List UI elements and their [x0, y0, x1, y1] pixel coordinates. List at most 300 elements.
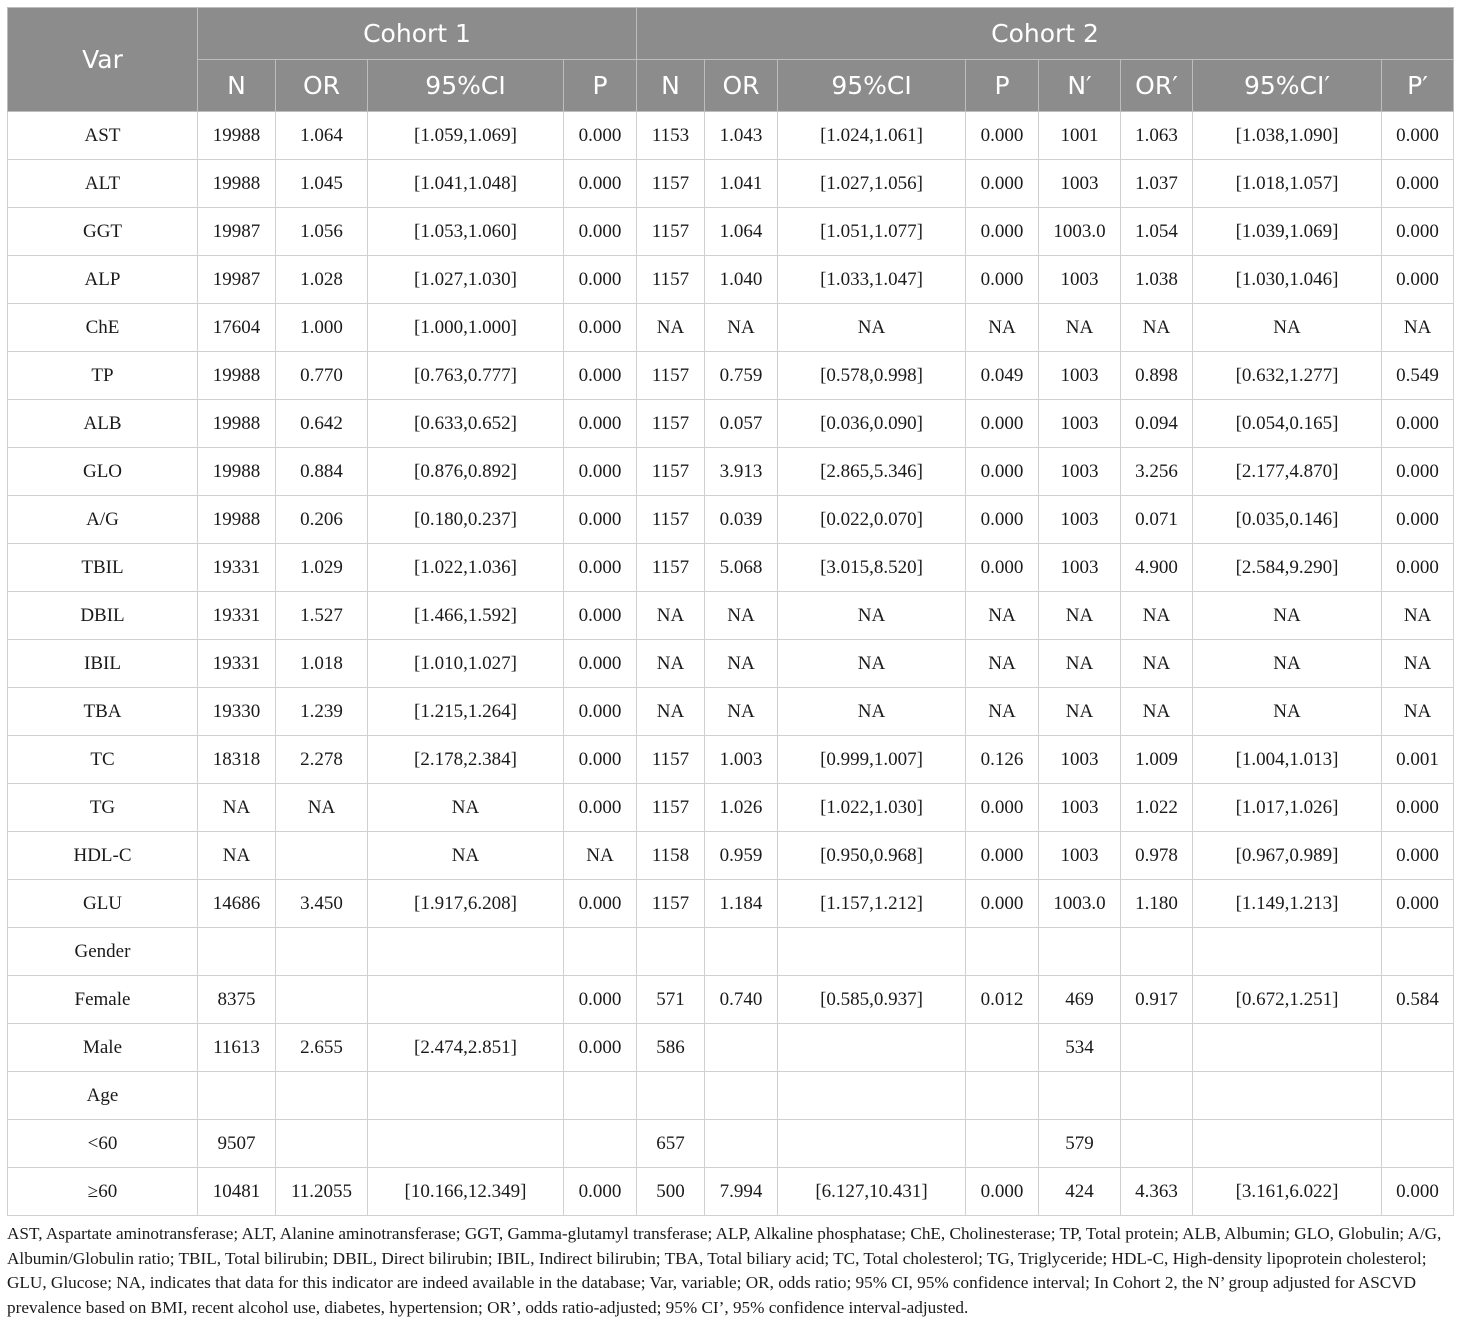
- table-cell: 1.026: [705, 784, 778, 832]
- table-cell: NA: [1382, 688, 1454, 736]
- table-cell: [0.633,0.652]: [368, 400, 564, 448]
- table-cell: 1003: [1039, 448, 1121, 496]
- table-cell: NA: [705, 688, 778, 736]
- table-cell: NA: [705, 592, 778, 640]
- table-cell: 0.001: [1382, 736, 1454, 784]
- table-cell: 19987: [198, 256, 276, 304]
- table-cell: 1001: [1039, 112, 1121, 160]
- table-cell: 0.000: [564, 160, 637, 208]
- table-cell: 1003: [1039, 160, 1121, 208]
- table-cell: [368, 976, 564, 1024]
- table-cell: [1.157,1.212]: [778, 880, 966, 928]
- table-cell: [0.672,1.251]: [1193, 976, 1382, 1024]
- table-row: [8, 112, 1454, 160]
- table-cell: 1.184: [705, 880, 778, 928]
- table-cell: 0.000: [966, 400, 1039, 448]
- table-cell: 19330: [198, 688, 276, 736]
- table-row: [8, 304, 1454, 352]
- table-cell: 8375: [198, 976, 276, 1024]
- table-cell: 1157: [637, 736, 705, 784]
- row-label: TC: [8, 736, 198, 784]
- table-row: [8, 736, 1454, 784]
- table-cell: [1.018,1.057]: [1193, 160, 1382, 208]
- table-cell: 579: [1039, 1120, 1121, 1168]
- table-cell: 0.000: [1382, 112, 1454, 160]
- table-cell: 0.000: [564, 352, 637, 400]
- table-row: [8, 160, 1454, 208]
- table-cell: 0.000: [564, 496, 637, 544]
- table-cell: 19331: [198, 544, 276, 592]
- table-cell: NA: [564, 832, 637, 880]
- table-cell: 0.000: [1382, 208, 1454, 256]
- table-cell: 0.759: [705, 352, 778, 400]
- table-cell: [1.027,1.056]: [778, 160, 966, 208]
- table-cell: NA: [198, 784, 276, 832]
- table-cell: 0.000: [966, 448, 1039, 496]
- table-cell: 1.043: [705, 112, 778, 160]
- table-row: [8, 448, 1454, 496]
- table-cell: 0.000: [1382, 544, 1454, 592]
- table-cell: 0.000: [1382, 160, 1454, 208]
- table-cell: [0.585,0.937]: [778, 976, 966, 1024]
- table-cell: 19988: [198, 448, 276, 496]
- table-cell: 0.000: [1382, 448, 1454, 496]
- table-cell: 0.012: [966, 976, 1039, 1024]
- table-cell: 1.018: [276, 640, 368, 688]
- table-cell: [1121, 1072, 1193, 1120]
- table-cell: NA: [1039, 592, 1121, 640]
- table-cell: [705, 928, 778, 976]
- table-cell: 0.000: [564, 640, 637, 688]
- table-cell: 0.000: [564, 880, 637, 928]
- table-cell: [1039, 1072, 1121, 1120]
- table-cell: 19988: [198, 400, 276, 448]
- table-cell: NA: [637, 304, 705, 352]
- table-row: [8, 640, 1454, 688]
- table-cell: [0.632,1.277]: [1193, 352, 1382, 400]
- table-cell: [368, 928, 564, 976]
- table-cell: [1.051,1.077]: [778, 208, 966, 256]
- table-cell: 0.584: [1382, 976, 1454, 1024]
- table-cell: 0.978: [1121, 832, 1193, 880]
- table-cell: NA: [778, 640, 966, 688]
- table-cell: [1.010,1.027]: [368, 640, 564, 688]
- table-cell: [276, 832, 368, 880]
- table-cell: [0.578,0.998]: [778, 352, 966, 400]
- row-label: ALT: [8, 160, 198, 208]
- table-cell: 0.000: [1382, 496, 1454, 544]
- table-cell: [1382, 1120, 1454, 1168]
- table-cell: 586: [637, 1024, 705, 1072]
- table-cell: 19987: [198, 208, 276, 256]
- table-cell: 0.000: [564, 544, 637, 592]
- table-cell: 0.000: [564, 112, 637, 160]
- table-cell: NA: [778, 688, 966, 736]
- table-cell: 0.000: [966, 544, 1039, 592]
- table-cell: [1.917,6.208]: [368, 880, 564, 928]
- table-cell: [1193, 928, 1382, 976]
- table-cell: 1.041: [705, 160, 778, 208]
- table-cell: 0.884: [276, 448, 368, 496]
- table-cell: 0.917: [1121, 976, 1193, 1024]
- table-cell: 500: [637, 1168, 705, 1216]
- table-cell: 0.000: [966, 832, 1039, 880]
- table-cell: NA: [637, 688, 705, 736]
- table-cell: 7.994: [705, 1168, 778, 1216]
- table-cell: NA: [1121, 592, 1193, 640]
- table-cell: 19988: [198, 352, 276, 400]
- table-cell: 0.057: [705, 400, 778, 448]
- table-cell: 0.000: [966, 784, 1039, 832]
- table-cell: 1003: [1039, 832, 1121, 880]
- table-cell: [1039, 928, 1121, 976]
- table-cell: [778, 1120, 966, 1168]
- table-cell: NA: [966, 688, 1039, 736]
- table-row: [8, 1168, 1454, 1216]
- table-cell: 1157: [637, 784, 705, 832]
- table-cell: [276, 1072, 368, 1120]
- table-cell: 0.000: [564, 304, 637, 352]
- table-cell: [1193, 1024, 1382, 1072]
- table-cell: 1003: [1039, 352, 1121, 400]
- table-cell: NA: [705, 304, 778, 352]
- table-cell: [637, 1072, 705, 1120]
- table-cell: 18318: [198, 736, 276, 784]
- table-cell: 0.000: [564, 448, 637, 496]
- table-cell: 0.000: [966, 1168, 1039, 1216]
- row-label: GLU: [8, 880, 198, 928]
- table-cell: NA: [198, 832, 276, 880]
- table-cell: 0.000: [564, 736, 637, 784]
- table-cell: [705, 1120, 778, 1168]
- cohort-2-header: Cohort 2: [637, 8, 1454, 60]
- table-cell: 1.038: [1121, 256, 1193, 304]
- table-cell: 0.740: [705, 976, 778, 1024]
- table-cell: 0.000: [564, 1024, 637, 1072]
- table-cell: [0.036,0.090]: [778, 400, 966, 448]
- table-cell: 0.049: [966, 352, 1039, 400]
- table-cell: [1.041,1.048]: [368, 160, 564, 208]
- column-header: P: [564, 60, 637, 112]
- table-cell: 0.000: [564, 688, 637, 736]
- table-cell: 0.000: [564, 1168, 637, 1216]
- table-cell: [276, 928, 368, 976]
- row-label: TBIL: [8, 544, 198, 592]
- column-header: OR: [705, 60, 778, 112]
- table-cell: 1.028: [276, 256, 368, 304]
- table-cell: 1003: [1039, 400, 1121, 448]
- table-cell: 0.000: [1382, 256, 1454, 304]
- table-cell: 0.549: [1382, 352, 1454, 400]
- table-cell: [637, 928, 705, 976]
- table-cell: 1.064: [276, 112, 368, 160]
- table-cell: [10.166,12.349]: [368, 1168, 564, 1216]
- table-cell: 1003: [1039, 736, 1121, 784]
- row-label: TG: [8, 784, 198, 832]
- table-cell: NA: [1039, 304, 1121, 352]
- table-cell: [0.950,0.968]: [778, 832, 966, 880]
- table-cell: [1.000,1.000]: [368, 304, 564, 352]
- row-label: AST: [8, 112, 198, 160]
- table-cell: [966, 1120, 1039, 1168]
- table-cell: 5.068: [705, 544, 778, 592]
- table-cell: [1.022,1.036]: [368, 544, 564, 592]
- row-label: TP: [8, 352, 198, 400]
- cohort-1-header: Cohort 1: [198, 8, 637, 60]
- table-cell: 1003: [1039, 784, 1121, 832]
- table-cell: [1.027,1.030]: [368, 256, 564, 304]
- table-cell: [966, 928, 1039, 976]
- table-cell: 0.126: [966, 736, 1039, 784]
- table-cell: 0.000: [1382, 880, 1454, 928]
- table-cell: 1003: [1039, 496, 1121, 544]
- column-header: OR: [276, 60, 368, 112]
- table-cell: 1153: [637, 112, 705, 160]
- table-cell: 571: [637, 976, 705, 1024]
- var-header: Var: [8, 8, 198, 112]
- table-cell: NA: [1039, 640, 1121, 688]
- table-cell: [1.017,1.026]: [1193, 784, 1382, 832]
- table-row: [8, 1024, 1454, 1072]
- table-cell: 0.000: [966, 112, 1039, 160]
- table-cell: 469: [1039, 976, 1121, 1024]
- table-cell: 19988: [198, 160, 276, 208]
- table-row: [8, 400, 1454, 448]
- table-cell: 1.180: [1121, 880, 1193, 928]
- table-cell: 0.642: [276, 400, 368, 448]
- column-header: N′: [1039, 60, 1121, 112]
- table-cell: 1.029: [276, 544, 368, 592]
- table-cell: [0.022,0.070]: [778, 496, 966, 544]
- table-cell: NA: [1039, 688, 1121, 736]
- column-header: 95%CI: [778, 60, 966, 112]
- column-header: P: [966, 60, 1039, 112]
- table-cell: 1.000: [276, 304, 368, 352]
- table-cell: 1.037: [1121, 160, 1193, 208]
- table-cell: NA: [1193, 640, 1382, 688]
- row-label: Gender: [8, 928, 198, 976]
- table-cell: 1157: [637, 160, 705, 208]
- table-cell: 1.064: [705, 208, 778, 256]
- table-cell: 14686: [198, 880, 276, 928]
- table-cell: NA: [276, 784, 368, 832]
- table-cell: NA: [966, 304, 1039, 352]
- table-cell: 0.000: [966, 160, 1039, 208]
- table-cell: 0.000: [564, 784, 637, 832]
- table-cell: [1.059,1.069]: [368, 112, 564, 160]
- table-cell: 1.054: [1121, 208, 1193, 256]
- table-cell: [1.004,1.013]: [1193, 736, 1382, 784]
- table-cell: 0.000: [564, 400, 637, 448]
- table-cell: [3.161,6.022]: [1193, 1168, 1382, 1216]
- row-label: ALB: [8, 400, 198, 448]
- table-row: [8, 832, 1454, 880]
- table-cell: 4.900: [1121, 544, 1193, 592]
- table-cell: 3.450: [276, 880, 368, 928]
- table-cell: NA: [1121, 304, 1193, 352]
- row-label: ≥60: [8, 1168, 198, 1216]
- table-cell: 1.527: [276, 592, 368, 640]
- table-cell: NA: [1382, 304, 1454, 352]
- table-footnote: AST, Aspartate aminotransferase; ALT, Alanine aminotransferase; GGT, Gamma-glutamyl transferase; ALP, Alkaline phosphatase; ChE, Cholinesterase; TP, Total protein; ALB, Albumin; GLO, Globulin; A/G, Albumin/Globulin ratio; TBIL, Total bilirubin; DBIL, Direct bilirubin; IBIL, Indirect bilirubin; TBA, Total biliary acid; TC, Total cholesterol; TG, Triglyceride; HDL-C, High-density lipoprotein cholesterol; GLU, Glucose; NA, indicates that data for this indicator are indeed available in the database; Var, variable; OR, odds ratio; 95% CI, 95% confidence interval; In Cohort 2, the N’ group adjusted for ASCVD prevalence based on BMI, recent alcohol use, diabetes, hypertension; OR’, odds ratio-adjusted; 95% CI’, 95% confidence interval-adjusted.: [7, 1224, 1442, 1317]
- column-header: N: [198, 60, 276, 112]
- table-cell: 0.094: [1121, 400, 1193, 448]
- table-cell: 657: [637, 1120, 705, 1168]
- row-label: ChE: [8, 304, 198, 352]
- table-cell: 1.003: [705, 736, 778, 784]
- table-row: [8, 592, 1454, 640]
- table-cell: NA: [705, 640, 778, 688]
- table-cell: 0.039: [705, 496, 778, 544]
- row-label: TBA: [8, 688, 198, 736]
- table-cell: [0.967,0.989]: [1193, 832, 1382, 880]
- table-cell: NA: [368, 784, 564, 832]
- table-body: [8, 112, 1454, 1216]
- table-cell: NA: [1121, 688, 1193, 736]
- table-cell: 10481: [198, 1168, 276, 1216]
- table-cell: 1158: [637, 832, 705, 880]
- table-cell: 0.000: [564, 208, 637, 256]
- table-cell: 1.009: [1121, 736, 1193, 784]
- table-cell: NA: [368, 832, 564, 880]
- table-cell: 0.770: [276, 352, 368, 400]
- table-cell: 0.000: [966, 208, 1039, 256]
- table-cell: [198, 928, 276, 976]
- table-cell: 0.071: [1121, 496, 1193, 544]
- table-cell: 1.045: [276, 160, 368, 208]
- table-cell: [1.039,1.069]: [1193, 208, 1382, 256]
- table-cell: 1.040: [705, 256, 778, 304]
- table-cell: 19988: [198, 112, 276, 160]
- table-cell: 19988: [198, 496, 276, 544]
- table-cell: 11613: [198, 1024, 276, 1072]
- table-cell: [966, 1072, 1039, 1120]
- table-cell: [1.466,1.592]: [368, 592, 564, 640]
- table-row: [8, 784, 1454, 832]
- table-cell: 1157: [637, 400, 705, 448]
- table-cell: NA: [1193, 304, 1382, 352]
- table-cell: 19331: [198, 592, 276, 640]
- table-row: [8, 1072, 1454, 1120]
- table-cell: [1382, 1024, 1454, 1072]
- table-cell: [1193, 1120, 1382, 1168]
- table-cell: 3.913: [705, 448, 778, 496]
- table-cell: [564, 1072, 637, 1120]
- table-cell: NA: [1193, 688, 1382, 736]
- table-row: [8, 208, 1454, 256]
- table-cell: [1382, 928, 1454, 976]
- table-row: [8, 1120, 1454, 1168]
- row-label: Male: [8, 1024, 198, 1072]
- table-cell: NA: [778, 304, 966, 352]
- table-cell: 1.239: [276, 688, 368, 736]
- table-cell: 0.000: [1382, 784, 1454, 832]
- table-cell: [1382, 1072, 1454, 1120]
- row-label: HDL-C: [8, 832, 198, 880]
- table-cell: 0.000: [564, 976, 637, 1024]
- table-cell: [2.474,2.851]: [368, 1024, 564, 1072]
- table-cell: 0.898: [1121, 352, 1193, 400]
- row-label: GLO: [8, 448, 198, 496]
- table-row: [8, 352, 1454, 400]
- table-cell: 1.022: [1121, 784, 1193, 832]
- column-header: P′: [1382, 60, 1454, 112]
- sub-header-row: [8, 60, 1454, 112]
- table-cell: 1003: [1039, 544, 1121, 592]
- table-cell: [1.149,1.213]: [1193, 880, 1382, 928]
- table-cell: [0.180,0.237]: [368, 496, 564, 544]
- table-cell: NA: [966, 640, 1039, 688]
- table-cell: [0.999,1.007]: [778, 736, 966, 784]
- table-cell: [368, 1072, 564, 1120]
- table-cell: 0.000: [564, 256, 637, 304]
- table-cell: [2.177,4.870]: [1193, 448, 1382, 496]
- table-cell: [1.053,1.060]: [368, 208, 564, 256]
- table-cell: NA: [1382, 640, 1454, 688]
- row-label: IBIL: [8, 640, 198, 688]
- row-label: Female: [8, 976, 198, 1024]
- table-cell: 1157: [637, 448, 705, 496]
- table-cell: [2.865,5.346]: [778, 448, 966, 496]
- table-cell: NA: [637, 592, 705, 640]
- table-cell: NA: [1121, 640, 1193, 688]
- table-cell: [1.038,1.090]: [1193, 112, 1382, 160]
- table-cell: [778, 928, 966, 976]
- table-cell: [198, 1072, 276, 1120]
- table-row: [8, 928, 1454, 976]
- table-cell: [966, 1024, 1039, 1072]
- table-cell: 424: [1039, 1168, 1121, 1216]
- table-cell: 0.000: [966, 256, 1039, 304]
- table-cell: 1003: [1039, 256, 1121, 304]
- table-cell: 2.278: [276, 736, 368, 784]
- table-cell: [2.584,9.290]: [1193, 544, 1382, 592]
- table-cell: [705, 1024, 778, 1072]
- table-cell: 0.000: [1382, 400, 1454, 448]
- table-cell: [778, 1072, 966, 1120]
- group-header-row: [8, 8, 1454, 60]
- table-cell: [0.876,0.892]: [368, 448, 564, 496]
- table-cell: [778, 1024, 966, 1072]
- table-cell: NA: [778, 592, 966, 640]
- table-cell: 1157: [637, 496, 705, 544]
- table-cell: [1.024,1.061]: [778, 112, 966, 160]
- table-cell: 0.000: [1382, 1168, 1454, 1216]
- table-cell: [0.763,0.777]: [368, 352, 564, 400]
- table-cell: [1121, 928, 1193, 976]
- table-cell: 1157: [637, 208, 705, 256]
- table-container: [7, 7, 1453, 1216]
- table-cell: 0.000: [564, 592, 637, 640]
- column-header: N: [637, 60, 705, 112]
- table-cell: [1.215,1.264]: [368, 688, 564, 736]
- table-cell: 1.063: [1121, 112, 1193, 160]
- table-cell: 0.000: [966, 880, 1039, 928]
- table-cell: 0.000: [1382, 832, 1454, 880]
- results-table: [7, 7, 1454, 1216]
- table-cell: [3.015,8.520]: [778, 544, 966, 592]
- row-label: ALP: [8, 256, 198, 304]
- table-cell: 1003.0: [1039, 880, 1121, 928]
- table-cell: 1157: [637, 544, 705, 592]
- table-row: [8, 976, 1454, 1024]
- table-cell: 0.000: [966, 496, 1039, 544]
- table-cell: 19331: [198, 640, 276, 688]
- table-cell: [2.178,2.384]: [368, 736, 564, 784]
- table-cell: [0.054,0.165]: [1193, 400, 1382, 448]
- table-cell: 3.256: [1121, 448, 1193, 496]
- table-row: [8, 688, 1454, 736]
